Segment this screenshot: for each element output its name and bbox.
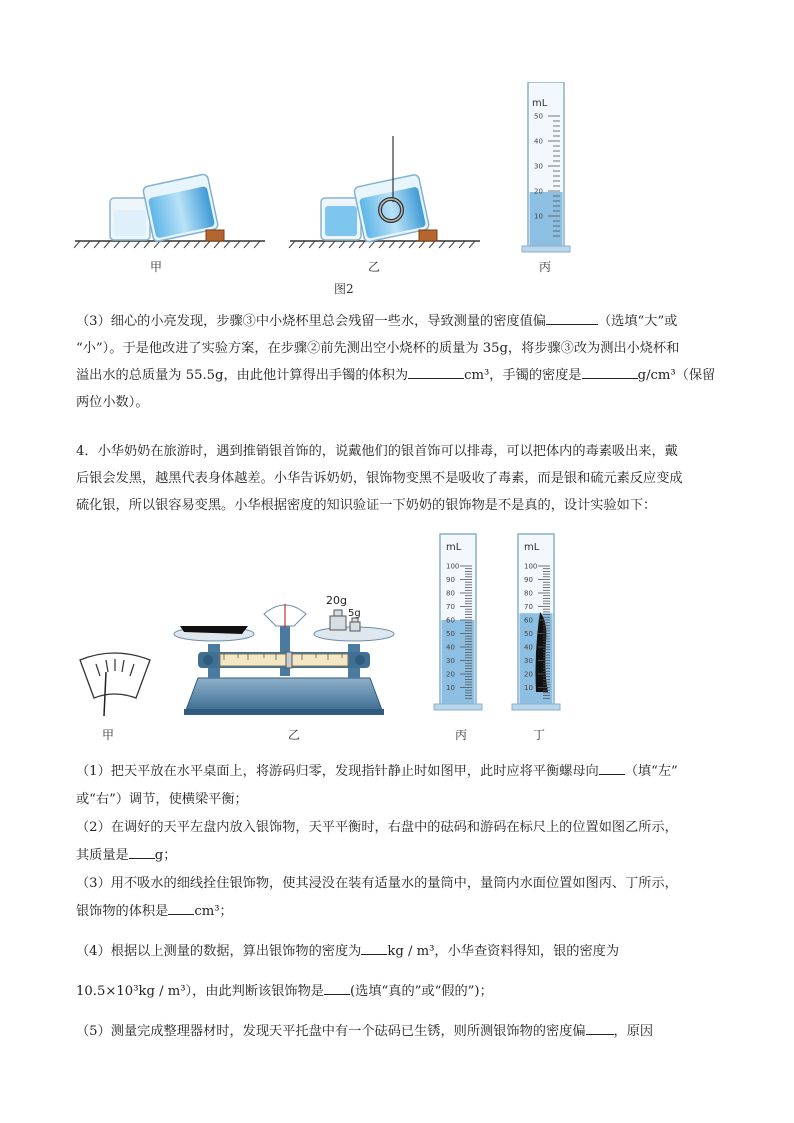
label-jia: 甲 [150, 260, 163, 274]
q4-p1-b: （填“左” [624, 764, 678, 779]
label-bing: 丙 [539, 260, 552, 274]
weight-20g-label: 20g [326, 594, 347, 607]
graduated-cylinder-q4-bing [432, 532, 492, 712]
q4-intro-line1: 4．小华奶奶在旅游时，遇到推销银首饰的，说戴他们的银首饰可以排毒，可以把体内的毒素吸出来，戴 [76, 444, 678, 459]
scale-tick-label: 10 [524, 684, 533, 692]
cylinder-unit-ding: mL [524, 542, 540, 553]
label-q4-ding: 丁 [533, 728, 546, 742]
q4-p2-b: 其质量是 [76, 848, 129, 863]
q4-p4-a: （4）根据以上测量的数据，算出银饰物的密度为 [76, 944, 362, 959]
answer-blank-density-q4[interactable] [361, 940, 387, 955]
q4-p5-b: ，原因 [613, 1024, 654, 1039]
answer-blank-direction[interactable] [599, 760, 625, 775]
beaker-setup-jia [70, 80, 270, 250]
scale-tick-label: 30 [446, 657, 455, 665]
answer-blank-bias[interactable] [546, 310, 598, 325]
scale-tick-label: 50 [446, 630, 455, 638]
q3p3-line1-tail: （选填“大”或 [597, 314, 678, 329]
q3p3-line3-a: 溢出水的总质量为 55.5g，由此他计算得出手镯的体积为 [76, 368, 409, 383]
scale-tick-label: 80 [524, 589, 533, 598]
q4-p3-b: 银饰物的体积是 [76, 904, 169, 919]
scale-tick-label: 50 [534, 112, 543, 121]
graduated-cylinder-bing [520, 82, 580, 254]
q4-p1-c: 或“右”）调节，使横梁平衡； [76, 792, 248, 807]
scale-tick-label: 20 [524, 670, 533, 679]
answer-blank-volume[interactable] [408, 364, 464, 379]
figure-2-caption: 图2 [334, 282, 354, 296]
question-4-intro [76, 438, 726, 519]
q4-p2-a: （2）在调好的天平左盘内放入银饰物，天平平衡时，右盘中的砝码和游码在标尺上的位置如图乙所示， [76, 820, 678, 835]
label-q4-yi: 乙 [288, 728, 301, 742]
label-q4-jia: 甲 [102, 728, 115, 742]
label-q4-bing: 丙 [455, 728, 468, 742]
scale-tick-label: 70 [446, 603, 455, 611]
scale-tick-label: 90 [524, 576, 533, 584]
question-3-part-3 [76, 308, 726, 416]
scale-tick-label: 30 [524, 657, 533, 665]
cylinder-unit-bing: mL [446, 542, 462, 553]
label-yi: 乙 [368, 260, 381, 274]
answer-blank-density-bias[interactable] [586, 1020, 614, 1035]
scale-tick-label: 100 [446, 562, 460, 571]
pointer-dial-jia [74, 650, 156, 720]
q4-p4-c: 10.5×10³kg / m³），由此判断该银饰物是 [76, 984, 324, 999]
q4-intro-line2: 后银会发黑，越黑代表身体越差。小华告诉奶奶，银饰物变黑不是吸收了毒素，而是银和硫元素反应变成 [76, 471, 683, 486]
q4-p2-c: g； [154, 848, 177, 863]
scale-tick-label: 40 [524, 643, 533, 652]
q4-p4-b: kg / m³，小华查资料得知，银的密度为 [387, 944, 620, 959]
q4-p1-a: （1）把天平放在水平桌面上，将游码归零，发现指针静止时如图甲，此时应将平衡螺母向 [76, 764, 599, 779]
scale-tick-label: 60 [446, 616, 455, 625]
q4-p3-c: cm³； [194, 904, 233, 919]
answer-blank-volume-q4[interactable] [168, 900, 194, 915]
scale-tick-label: 20 [534, 187, 543, 196]
figure-2 [70, 80, 630, 300]
scale-tick-label: 70 [524, 603, 533, 611]
scale-tick-label: 90 [446, 576, 455, 584]
scale-tick-label: 30 [534, 162, 543, 171]
answer-blank-density[interactable] [582, 364, 638, 379]
scale-tick-label: 100 [524, 562, 538, 571]
answer-blank-genuine[interactable] [324, 980, 350, 995]
figure-q4 [70, 530, 630, 745]
graduated-cylinder-q4-ding [510, 532, 570, 712]
q3p3-line4: 两位小数）。 [76, 395, 149, 410]
scale-tick-label: 80 [446, 589, 455, 598]
scale-tick-label: 50 [524, 630, 533, 638]
q3p3-line3-b: cm³，手镯的密度是 [464, 368, 582, 383]
q4-p4-d: (选填“真的”或“假的”)； [350, 984, 493, 999]
q4-intro-line3: 硫化银，所以银容易变黑。小华根据密度的知识验证一下奶奶的银饰物是不是真的，设计实验如下： [76, 498, 657, 513]
weight-5g-label: 5g [348, 608, 361, 619]
answer-blank-mass[interactable] [129, 844, 155, 859]
scale-tick-label: 40 [534, 137, 543, 146]
q3p3-line1: （3）细心的小亮发现，步骤③中小烧杯里总会残留一些水，导致测量的密度值偏 [76, 314, 546, 329]
cylinder-unit: mL [532, 98, 548, 109]
balance-scale-yi [168, 586, 400, 718]
scale-tick-label: 20 [446, 670, 455, 679]
q4-p3-a: （3）用不吸水的细线拴住银饰物，使其浸没在装有适量水的量筒中，量筒内水面位置如图丙、丁所示， [76, 876, 678, 891]
scale-tick-label: 40 [446, 643, 455, 652]
scale-tick-label: 10 [446, 684, 455, 692]
scale-tick-label: 60 [524, 616, 533, 625]
q4-p5-a: （5）测量完成整理器材时，发现天平托盘中有一个砝码已生锈，则所测银饰物的密度偏 [76, 1024, 586, 1039]
scale-tick-label: 10 [534, 212, 543, 221]
q3p3-line2: “小”）。于是他改进了实验方案，在步骤②前先测出空小烧杯的质量为 35g，将步骤③改为测出小烧杯和 [76, 341, 680, 356]
q3p3-line3-c: g/cm³（保留 [637, 368, 716, 383]
beaker-setup-yi [285, 80, 485, 250]
question-4-parts [76, 758, 726, 1046]
